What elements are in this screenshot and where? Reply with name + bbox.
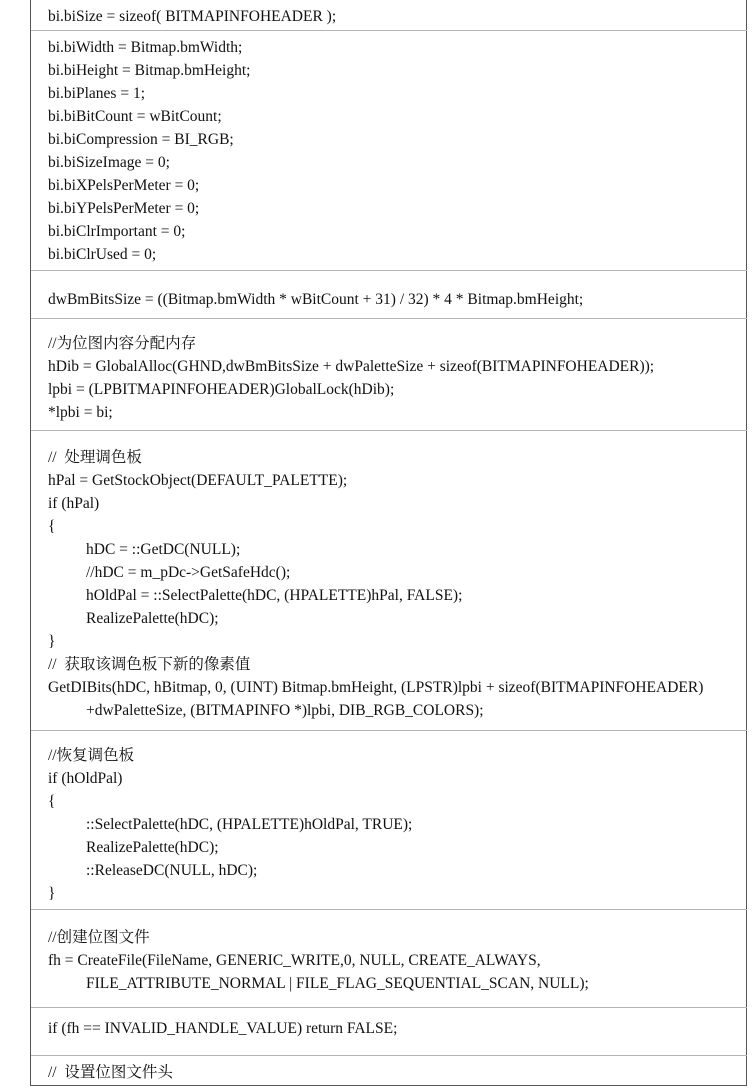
code-line: bi.biClrImportant = 0; bbox=[48, 223, 186, 240]
code-comment: //为位图内容分配内存 bbox=[48, 335, 197, 352]
code-line: hDib = GlobalAlloc(GHND,dwBmBitsSize + dwPaletteSize + sizeof(BITMAPINFOHEADER)); bbox=[48, 358, 655, 375]
row-rule bbox=[31, 270, 747, 271]
code-line: +dwPaletteSize, (BITMAPINFO *)lpbi, DIB_RGB_COLORS); bbox=[86, 702, 484, 719]
code-line: bi.biWidth = Bitmap.bmWidth; bbox=[48, 39, 243, 56]
row-rule bbox=[31, 1007, 747, 1008]
row-rule bbox=[31, 30, 747, 31]
code-line: *lpbi = bi; bbox=[48, 404, 113, 421]
code-line: if (hPal) bbox=[48, 495, 100, 512]
code-line: //hDC = m_pDc->GetSafeHdc(); bbox=[86, 564, 291, 581]
code-line: bi.biBitCount = wBitCount; bbox=[48, 108, 222, 125]
row-rule bbox=[31, 430, 747, 431]
code-line: hOldPal = ::SelectPalette(hDC, (HPALETTE)hPal, FALSE); bbox=[86, 587, 463, 604]
code-line: GetDIBits(hDC, hBitmap, 0, (UINT) Bitmap.bmHeight, (LPSTR)lpbi + sizeof(BITMAPINFOHEADER) bbox=[48, 679, 704, 696]
code-line: dwBmBitsSize = ((Bitmap.bmWidth * wBitCount + 31) / 32) * 4 * Bitmap.bmHeight; bbox=[48, 291, 584, 308]
code-comment: // 获取该调色板下新的像素值 bbox=[48, 656, 251, 673]
code-line: bi.biYPelsPerMeter = 0; bbox=[48, 200, 200, 217]
code-line: hPal = GetStockObject(DEFAULT_PALETTE); bbox=[48, 472, 348, 489]
code-comment: // 处理调色板 bbox=[48, 449, 142, 466]
code-comment: //恢复调色板 bbox=[48, 747, 135, 764]
code-line: bi.biSizeImage = 0; bbox=[48, 154, 170, 171]
code-line: { bbox=[48, 793, 56, 810]
code-line: } bbox=[48, 633, 56, 650]
code-line: ::ReleaseDC(NULL, hDC); bbox=[86, 862, 258, 879]
code-line: bi.biClrUsed = 0; bbox=[48, 246, 157, 263]
code-line: if (hOldPal) bbox=[48, 770, 123, 787]
code-line: RealizePalette(hDC); bbox=[86, 839, 219, 856]
code-line: hDC = ::GetDC(NULL); bbox=[86, 541, 241, 558]
code-line: RealizePalette(hDC); bbox=[86, 610, 219, 627]
code-line: lpbi = (LPBITMAPINFOHEADER)GlobalLock(hDib); bbox=[48, 381, 395, 398]
row-rule bbox=[31, 730, 747, 731]
code-line: bi.biPlanes = 1; bbox=[48, 85, 146, 102]
row-rule bbox=[31, 909, 747, 910]
code-line: ::SelectPalette(hDC, (HPALETTE)hOldPal, TRUE); bbox=[86, 816, 413, 833]
code-line: bi.biHeight = Bitmap.bmHeight; bbox=[48, 62, 251, 79]
code-line: bi.biSize = sizeof( BITMAPINFOHEADER ); bbox=[48, 8, 337, 25]
code-line: FILE_ATTRIBUTE_NORMAL | FILE_FLAG_SEQUENTIAL_SCAN, NULL); bbox=[86, 975, 589, 992]
code-line: if (fh == INVALID_HANDLE_VALUE) return FALSE; bbox=[48, 1020, 398, 1037]
code-line: { bbox=[48, 518, 56, 535]
code-line: fh = CreateFile(FileName, GENERIC_WRITE,0, NULL, CREATE_ALWAYS, bbox=[48, 952, 541, 969]
code-comment: // 设置位图文件头 bbox=[48, 1064, 173, 1081]
row-rule bbox=[31, 318, 747, 319]
code-line: } bbox=[48, 885, 56, 902]
code-comment: //创建位图文件 bbox=[48, 929, 150, 946]
code-line: bi.biCompression = BI_RGB; bbox=[48, 131, 234, 148]
code-listing bbox=[30, 0, 747, 1086]
row-rule bbox=[31, 1055, 747, 1056]
code-line: bi.biXPelsPerMeter = 0; bbox=[48, 177, 200, 194]
